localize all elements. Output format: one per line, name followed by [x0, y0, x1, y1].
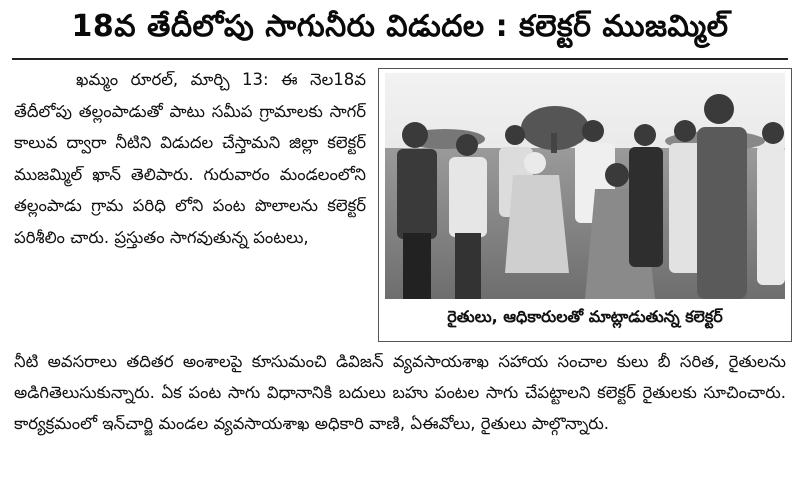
article-body-full [14, 346, 786, 439]
article-column-text: ఖమ్మం రూరల్, మార్చి 13: ఈ నెల18వ తేదీలోపు తల్లంపాడుతో పాటు సమీప గ్రామాలకు సాగర్ కాలువ ద్వారా నీటిని విడుదల చేస్తామని జిల్లా కలెక్టర్ ముజమ్మిల్ ఖాన్ తెలిపారు. గురువారం మండలంలోని తల్లంపాడు గ్రామ పరిధి లోని పంట పొలాలను కలెక్టర్ పరిశీలిం చారు. ప్రస్తుతం సాగవుతున్న పంటలు, [14, 70, 366, 247]
news-photo [385, 73, 785, 299]
news-photo-frame [378, 68, 792, 342]
headline-rule [12, 58, 788, 60]
photo-caption: రైతులు, ఆధికారులతో మాట్లాడుతున్న కలెక్టర్ [447, 306, 723, 326]
article-headline: 18వ తేదీలోపు సాగునీరు విడుదల : కలెక్టర్ ముజమ్మిల్ [71, 9, 729, 44]
article-column [14, 64, 366, 253]
article-full-width-text: నీటి అవసరాలు తదితర అంశాలపై కూసుమంచి డివిజన్ వ్యవసాయశాఖ సహాయ సంచాల కులు బీ సరిత, రైతులను అడిగితెలుసుకున్నారు. ఏక పంట సాగు విధానానికి బదులు బహు పంటల సాగు చేపట్టాలని కలెక్టర్ రైతులకు సూచించారు. కార్యక్రమంలో ఇన్‌చార్జి మండల వ్యవసాయశాఖ అధికారి వాణి, ఏఈవోలు, రైతులు పాల్గొన్నారు. [14, 352, 786, 433]
